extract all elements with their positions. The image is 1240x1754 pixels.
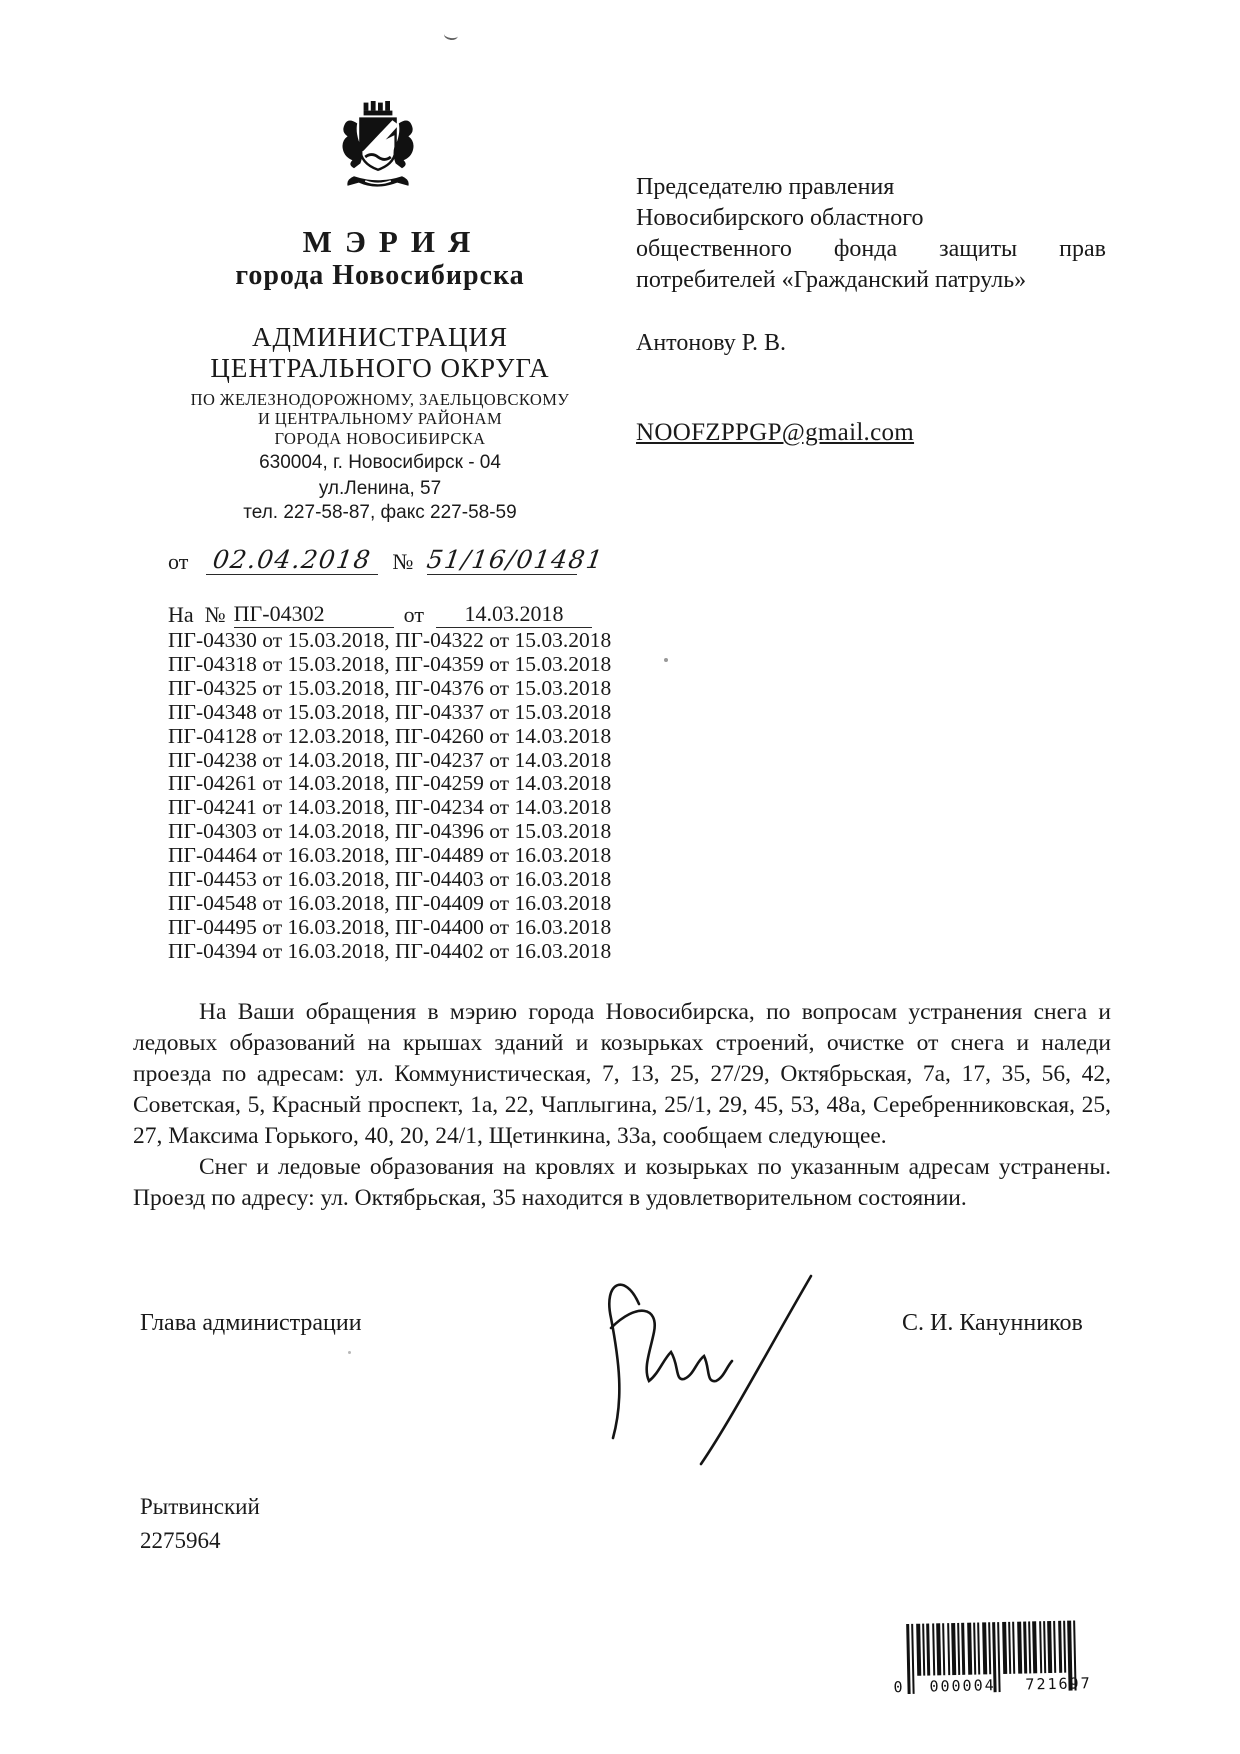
request-line: ПГ-04453 от 16.03.2018, ПГ-04403 от 16.03.2018 [168,867,612,892]
handwritten-signature [583,1268,835,1468]
dept-line-4: И ЦЕНТРАЛЬНОМУ РАЙОНАМ [257,409,503,428]
recipient-block [636,172,1106,296]
request-line: ПГ-04348 от 15.03.2018, ПГ-04337 от 15.03.2018 [168,699,612,724]
request-line: ПГ-04238 от 14.03.2018, ПГ-04237 от 14.03.2018 [168,747,612,772]
number-label: № [392,549,414,574]
reply-number-label: № [204,602,226,627]
street-address: ул.Ленина, 57 [318,478,442,499]
request-line: ПГ-04330 от 15.03.2018, ПГ-04322 от 15.03.2018 [168,628,612,652]
recipient-line: Новосибирского областного [636,205,924,231]
recipient-line: общественного фонда защиты прав [636,236,1106,262]
org-name-line1: МЭРИЯ [302,224,484,259]
dept-line-3: ПО ЖЕЛЕЗНОДОРОЖНОМУ, ЗАЕЛЬЦОВСКОМУ [190,390,570,409]
reply-number: ПГ-04302 [234,601,394,628]
request-line: ПГ-04464 от 16.03.2018, ПГ-04489 от 16.03.2018 [168,843,612,868]
postal-address: 630004, г. Новосибирск - 04 [259,452,501,473]
dept-line-5: ГОРОДА НОВОСИБИРСКА [274,429,486,448]
request-line: ПГ-04318 от 15.03.2018, ПГ-04359 от 15.03.2018 [168,651,612,676]
barcode-digit-group2: 721697 [1025,1674,1092,1694]
recipient-line: Председателю правления [636,174,895,200]
letter-body [133,997,1111,1214]
reply-date: 14.03.2018 [436,601,592,628]
request-line: ПГ-04261 от 14.03.2018, ПГ-04259 от 14.03.2018 [168,771,612,796]
request-line: ПГ-04325 от 15.03.2018, ПГ-04376 от 15.03.2018 [168,675,612,700]
body-paragraph-1: На Ваши обращения в мэрию города Новосибирска, по вопросам устранения снега и ледовых образований на крышах зданий и козырьках строений, очистке от снега и наледи проезда по адресам: ул. Коммунистическая, 7, 13, 25, 27/29, Октябрьская, 7а, 17, 35, 56, 42, Советская, 5, Красный проспект, 1а, 22, Чаплыгина, 25/1, 29, 45, 53, 48а, Серебренниковская, 25, 27, Максима Горького, 40, 20, 24/1, Щетинкина, 33а, сообщаем следующее. [133,999,1111,1149]
reply-from-label: от [403,602,424,627]
barcode-digit-left: 0 [893,1678,905,1697]
outgoing-number-handwritten: 51/16/01481 [425,545,606,574]
scan-artifact [348,1351,351,1354]
dept-line-2: ЦЕНТРАЛЬНОГО ОКРУГА [210,353,550,383]
org-name-line2: города Новосибирска [235,260,525,291]
from-label: от [168,549,189,574]
executor-name: Рытвинский [140,1494,260,1519]
in-reply-row [168,601,592,628]
barcode-bars [906,1620,1078,1676]
signer-title: Глава администрации [140,1310,362,1336]
novosibirsk-coat-of-arms-icon [330,98,426,208]
recipient-line: потребителей «Гражданский патруль» [636,267,1027,293]
recipient-email: NOOFZPPGP@gmail.com [636,419,915,446]
request-line: ПГ-04241 от 14.03.2018, ПГ-04234 от 14.03.2018 [168,795,612,820]
request-line: ПГ-04128 от 12.03.2018, ПГ-04260 от 14.03.2018 [168,723,612,748]
reply-prefix: На [168,602,194,627]
related-requests-list [168,629,611,964]
scan-artifact [443,29,458,41]
executor-phone: 2275964 [140,1528,221,1553]
barcode-digit-group1: 000004 [929,1676,996,1696]
outgoing-date-handwritten: 02.04.2018 [211,545,374,574]
phone-fax: тел. 227-58-87, факс 227-58-59 [243,502,517,523]
scan-artifact [664,658,668,662]
request-line: ПГ-04394 от 16.03.2018, ПГ-04402 от 16.03.2018 [168,938,612,963]
addressee-name: Антонову Р. В. [636,330,787,356]
registration-barcode [892,1620,1114,1707]
signer-name: С. И. Канунников [902,1310,1083,1336]
request-line: ПГ-04548 от 16.03.2018, ПГ-04409 от 16.03.2018 [168,890,612,915]
outgoing-ref-row [168,545,606,575]
request-line: ПГ-04495 от 16.03.2018, ПГ-04400 от 16.03.2018 [168,914,612,939]
dept-line-1: АДМИНИСТРАЦИЯ [252,322,508,352]
request-line: ПГ-04303 от 14.03.2018, ПГ-04396 от 15.03.2018 [168,819,612,844]
body-paragraph-2: Снег и ледовые образования на кровлях и козырьках по указанным адресам устранены. Проезд по адресу: ул. Октябрьская, 35 находится в удовлетворительном состоянии. [133,1154,1111,1211]
